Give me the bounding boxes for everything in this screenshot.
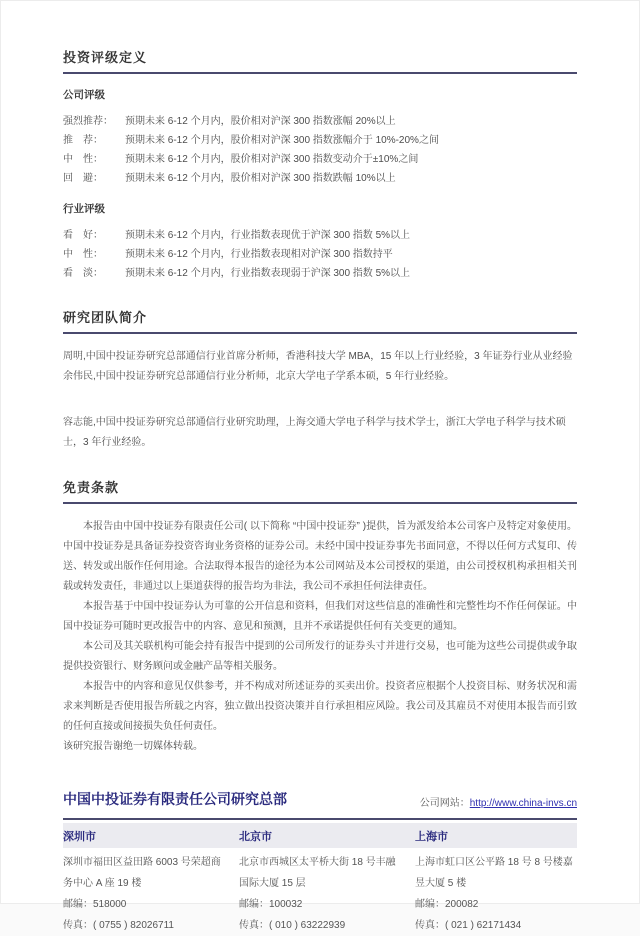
office-shanghai xyxy=(415,852,577,936)
office-columns xyxy=(63,852,577,936)
disclaimer-paragraph: 本报告基于中国中投证券认为可靠的公开信息和资料，但我们对这些信息的准确性和完整性均不作任何保证。中国中投证券可随时更改报告中的内容、意见和预测，且并不承诺提供任何有关变更的通知。 xyxy=(63,601,577,632)
section-title-research-team: 研究团队简介 xyxy=(63,307,577,334)
office-fax: 传真：( 021 ) 62171434 xyxy=(415,920,522,931)
office-fax: 传真：( 010 ) 63222939 xyxy=(239,920,346,931)
company-website-link[interactable]: http://www.china-invs.cn xyxy=(469,798,577,809)
footer-divider xyxy=(63,818,577,820)
website-label: 公司网站： xyxy=(419,798,470,809)
team-member-bio: 余伟民,中国中投证券研究总部通信行业分析师，北京大学电子学系本硕，5 年行业经验。 xyxy=(63,371,455,382)
rating-label: 回 避： xyxy=(63,173,103,184)
rating-label: 推 荐： xyxy=(63,135,103,146)
rating-description: 预期未来 6-12 个月内，行业指数表现弱于沪深 300 指数 5%以上 xyxy=(125,268,411,279)
company-rating-block xyxy=(63,87,577,188)
rating-description: 预期未来 6-12 个月内，股价相对沪深 300 指数涨幅 20%以上 xyxy=(125,116,396,127)
office-city: 深圳市 xyxy=(63,831,96,843)
rating-row xyxy=(63,150,577,169)
office-postal: 邮编：200082 xyxy=(415,899,479,910)
rating-row xyxy=(63,169,577,188)
rating-row xyxy=(63,264,577,283)
disclaimer-paragraph: 本公司及其关联机构可能会持有报告中提到的公司所发行的证券头寸并进行交易，也可能为这些公司提供或争取提供投资银行、财务顾问或金融产品等相关服务。 xyxy=(63,641,577,672)
rating-description: 预期未来 6-12 个月内，行业指数表现优于沪深 300 指数 5%以上 xyxy=(125,230,411,241)
office-city: 上海市 xyxy=(415,831,448,843)
rating-description: 预期未来 6-12 个月内，股价相对沪深 300 指数跌幅 10%以上 xyxy=(125,173,396,184)
rating-row xyxy=(63,245,577,264)
rating-label: 看 好： xyxy=(63,230,103,241)
section-rating-definitions xyxy=(63,47,577,283)
office-fax: 传真：( 0755 ) 82026711 xyxy=(63,920,174,931)
rating-description: 预期未来 6-12 个月内，股价相对沪深 300 指数变动介于±10%之间 xyxy=(125,154,419,165)
company-name: 中国中投证券有限责任公司研究总部 xyxy=(63,791,287,807)
company-rating-title: 公司评级 xyxy=(63,89,105,101)
rating-label: 强烈推荐： xyxy=(63,116,113,127)
team-member-bio: 容志能,中国中投证券研究总部通信行业研究助理，上海交通大学电子科学与技术学士，浙江大学电子科学与技术硕士，3 年行业经验。 xyxy=(63,417,566,448)
office-shenzhen xyxy=(63,852,239,936)
office-postal: 邮编：100032 xyxy=(239,899,303,910)
footer-company-row xyxy=(63,789,577,809)
company-website xyxy=(420,794,577,809)
rating-row xyxy=(63,226,577,245)
rating-description: 预期未来 6-12 个月内，股价相对沪深 300 指数涨幅介于 10%-20%之间 xyxy=(125,135,439,146)
disclaimer-paragraph: 本报告由中国中投证券有限责任公司( 以下简称 “中国中投证券” )提供，旨为派发给本公司客户及特定对象使用。中国中投证券是具备证券投资咨询业务资格的证券公司。未经中国中投证券事先书面同意，不得以任何方式复印、传送、转发或出版作任何用途。合法取得本报告的途径为本公司网站及本公司授权的渠道，由公司授权机构承担相关刊载或转发责任，非通过以上渠道获得的报告均为非法，我公司不承担任何法律责任。 xyxy=(63,521,577,592)
rating-row xyxy=(63,112,577,131)
office-city: 北京市 xyxy=(239,831,272,843)
office-address: 深圳市福田区益田路 6003 号荣超商务中心 A 座 19 楼 xyxy=(63,857,221,889)
office-city-band xyxy=(63,823,577,848)
office-address: 上海市虹口区公平路 18 号 8 号楼嘉昱大厦 5 楼 xyxy=(415,857,573,889)
section-title-rating-definitions: 投资评级定义 xyxy=(63,47,577,74)
rating-description: 预期未来 6-12 个月内，行业指数表现相对沪深 300 指数持平 xyxy=(125,249,393,260)
rating-label: 中 性： xyxy=(63,154,103,165)
rating-label: 中 性： xyxy=(63,249,103,260)
rating-row xyxy=(63,131,577,150)
office-beijing xyxy=(239,852,415,936)
rating-label: 看 淡： xyxy=(63,268,103,279)
office-address: 北京市西城区太平桥大街 18 号丰融国际大厦 15 层 xyxy=(239,857,396,889)
section-disclaimer xyxy=(63,477,577,757)
page-content xyxy=(1,1,639,936)
disclaimer-final-note: 该研究报告谢绝一切媒体转载。 xyxy=(63,741,203,752)
team-member-bio: 周明,中国中投证券研究总部通信行业首席分析师，香港科技大学 MBA，15 年以上行业经验，3 年证券行业从业经验 xyxy=(63,351,573,362)
section-title-disclaimer: 免责条款 xyxy=(63,477,577,504)
industry-rating-block xyxy=(63,201,577,283)
disclaimer-paragraph: 本报告中的内容和意见仅供参考，并不构成对所述证券的买卖出价。投资者应根据个人投资目标、财务状况和需求来判断是否使用报告所载之内容，独立做出投资决策并自行承担相应风险。我公司及其雇员不对使用本报告而引致的任何直接或间接损失负任何责任。 xyxy=(63,681,577,732)
section-research-team xyxy=(63,307,577,453)
office-postal: 邮编：518000 xyxy=(63,899,127,910)
industry-rating-title: 行业评级 xyxy=(63,203,105,215)
